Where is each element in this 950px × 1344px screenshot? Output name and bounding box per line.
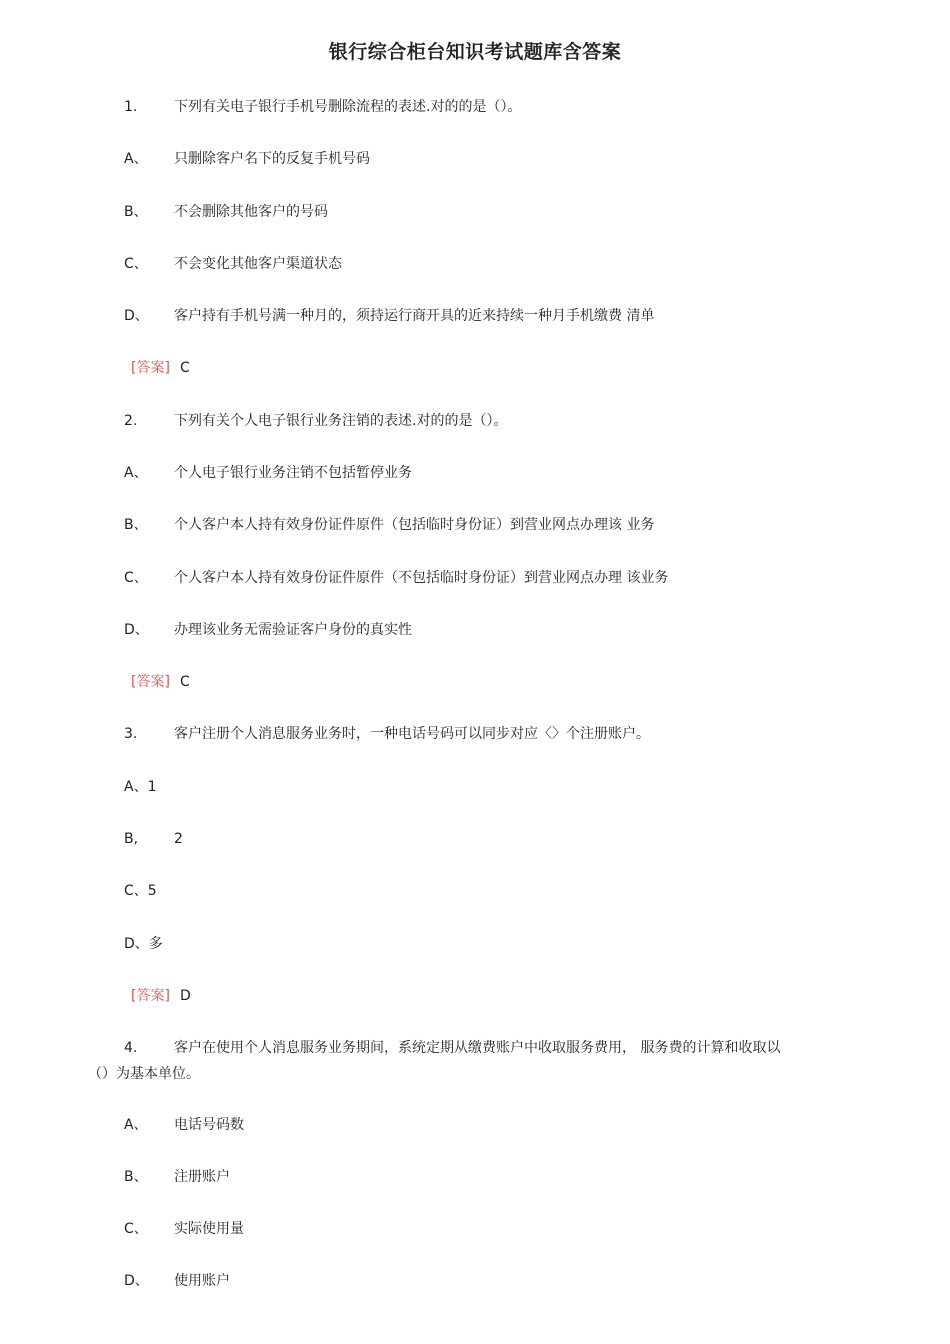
option-text: 个人客户本人持有效身份证件原件（包括临时身份证）到营业网点办理该 业务	[174, 517, 655, 533]
option-text: A、1	[124, 779, 157, 795]
option-text: 注册账户	[174, 1169, 230, 1185]
question-number: 3.	[124, 726, 138, 742]
question-number: 4.	[124, 1040, 138, 1056]
question-text: 下列有关电子银行手机号删除流程的表述.对的的是（）。	[174, 99, 522, 115]
option-letter: A、	[124, 151, 148, 167]
option-letter: B、	[124, 204, 148, 220]
answer-label: [答案]	[131, 988, 170, 1004]
question-text: 下列有关个人电子银行业务注销的表述.对的的是（）。	[174, 413, 508, 429]
option-letter: D、	[124, 308, 149, 324]
answer-value: D	[179, 988, 191, 1004]
option-text: 不会删除其他客户的号码	[174, 204, 328, 220]
option-letter: C、	[124, 570, 148, 586]
answer-label: [答案]	[131, 674, 170, 690]
option-text: 实际使用量	[174, 1221, 244, 1237]
option-letter: C、	[124, 256, 148, 272]
answer-line	[131, 669, 190, 695]
answer-value: C	[179, 360, 190, 376]
option-text: 个人电子银行业务注销不包括暂停业务	[174, 465, 412, 481]
option-text: 使用账户	[174, 1273, 230, 1289]
option-letter: D、	[124, 622, 149, 638]
option-text: 不会变化其他客户渠道状态	[174, 256, 342, 272]
question-text-line-1: 客户在使用个人消息服务业务期间，系统定期从缴费账户中收取服务费用， 服务费的计算和收取以	[174, 1040, 781, 1056]
answer-label: [答案]	[131, 360, 170, 376]
question-text-line-2: （）为基本单位。	[88, 1066, 200, 1082]
answer-value: C	[179, 674, 190, 690]
option-letter: B、	[124, 1169, 148, 1185]
document-title: 银行综合柜台知识考试题库含答案	[328, 41, 622, 63]
question-number: 1.	[124, 99, 138, 115]
option-text: 电话号码数	[174, 1117, 244, 1133]
option-text: 个人客户本人持有效身份证件原件（不包括临时身份证）到营业网点办理 该业务	[174, 570, 669, 586]
option-text: 只删除客户名下的反复手机号码	[174, 151, 370, 167]
option-letter: B、	[124, 517, 148, 533]
option-letter: A、	[124, 465, 148, 481]
option-letter: C、	[124, 1221, 148, 1237]
option-text: C、5	[124, 883, 157, 899]
option-text: D、多	[124, 936, 163, 952]
option-text: 客户持有手机号满一种月的，须持运行商开具的近来持续一种月手机缴费 清单	[174, 308, 655, 324]
answer-line	[131, 983, 191, 1009]
option-letter: B,	[124, 831, 139, 847]
question-text: 客户注册个人消息服务业务时，一种电话号码可以同步对应〈〉个注册账户。	[174, 726, 650, 742]
option-text: 办理该业务无需验证客户身份的真实性	[174, 622, 412, 638]
question-number: 2.	[124, 413, 138, 429]
option-letter: D、	[124, 1273, 149, 1289]
option-text: 2	[174, 831, 183, 847]
answer-line	[131, 355, 190, 381]
option-letter: A、	[124, 1117, 148, 1133]
